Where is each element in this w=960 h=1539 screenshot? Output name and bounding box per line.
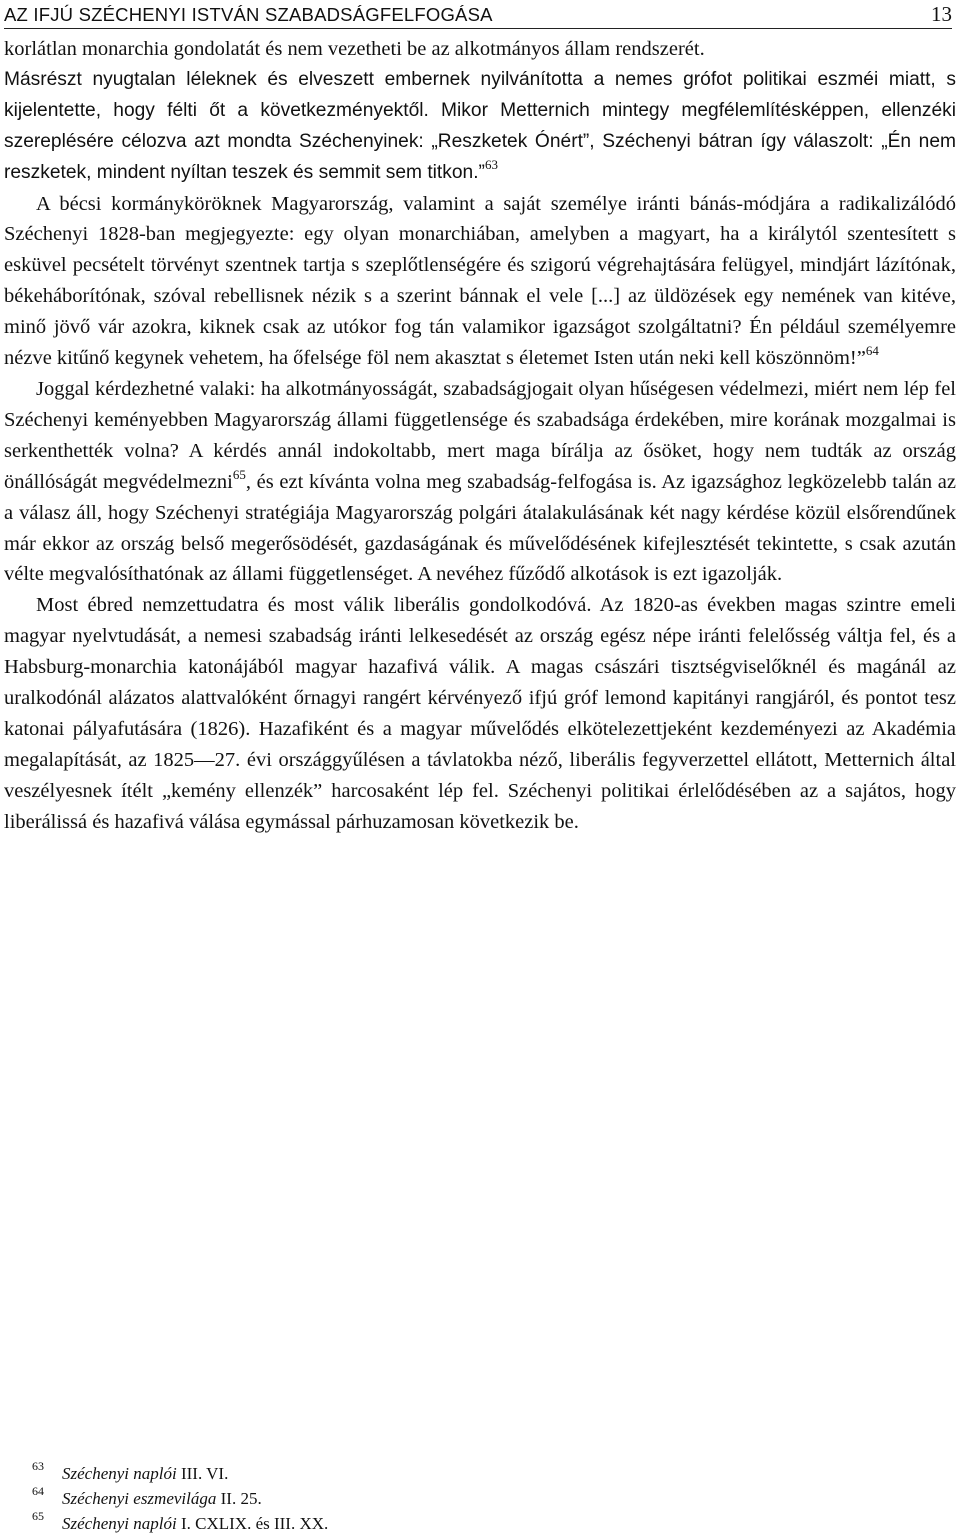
paragraph-3-text-b: , és ezt kívánta volna meg szabadság-felfogása is. Az igazsághoz legközelebb talán az a válasz áll, hogy Széchenyi stratégiája Magyarország polgári átalakulásának két nagy kérdése közül elsőrendűnek már ekkor az ország belső megerősödését, gazdaságának és művelődésének kifejlesztését tekintette, s csak azután vélte megvalósíthatónak az állami függetlenséget. A nevéhez fűződő alkotások is ezt igazolják. — [4, 470, 956, 586]
footnotes — [32, 1459, 732, 1539]
footnote-source-title: Széchenyi eszmevilága — [62, 1489, 217, 1508]
footnote-ref-64: 64 — [865, 343, 879, 359]
body-text — [4, 34, 956, 838]
footnote-location: I. CXLIX. és III. XX. — [176, 1514, 329, 1533]
paragraph-3-text-a: Joggal kérdezhetné valaki: ha alkotmányosságát, szabadságjogait olyan hűségesen védelmezi, miért nem lép fel Széchenyi keményebben Magyarország állami függetlensége és szabadsága érdekében, mire korának mozgalmai is serkenthették volna? A kérdés annál indokoltabb, mert maga bírálja az ősöket, hogy nem tudták az ország önállóságát megvédelmezni — [4, 377, 956, 493]
paragraph-2-text: A bécsi kormányköröknek Magyarország, valamint a saját személye iránti bánás-módjára a radikalizálódó Széchenyi 1828-ban megjegyezte: egy olyan monarchiában, amelyben a magyart, ha a királytól szentesített s esküvel pecsételt törvényt szentnek tartja s szeplőtlenségére és szigorú végrehajtására felügyel, mindjárt lázítónak, békeháborítónak, szóval rebellisnek nézik s a szerint bánnak el vele [...] az üldözések egy nemének van kitéve, minő jövő vár azokra, kiknek csak az utókor fog tán valamikor igazságot szolgáltatni? Én például személyemre nézve kitűnő kegynek vehetem, ha őfelsége föl nem akasztat s életemet Isten után neki kell köszönnöm!” — [4, 192, 956, 370]
footnote — [32, 1509, 732, 1539]
footnote-number: 65 — [32, 1509, 44, 1523]
paragraph-3 — [4, 374, 956, 590]
footnote-ref-65: 65 — [232, 466, 246, 482]
paragraph-1-quote-text: Másrészt nyugtalan léleknek és elveszett embernek nyilvánította a nemes grófot politikai eszméi miatt, s kijelentette, hogy félti őt a következményektől. Mikor Metternich mintegy megfélemlítésképpen, ellenzéki szereplésére célozva azt mondta Széchenyinek: „Reszketek Ónért”, Széchenyi bátran így válaszolt: „Én nem reszketek, mindent nyíltan teszek és semmit sem titkon.” — [4, 68, 956, 183]
paragraph-1-quote — [4, 65, 956, 189]
footnote-text — [62, 1489, 262, 1509]
footnote-text — [62, 1464, 228, 1484]
footnote-text — [62, 1514, 328, 1534]
paragraph-2 — [4, 189, 956, 374]
footnote — [32, 1484, 732, 1514]
footnote-location: II. 25. — [216, 1489, 262, 1508]
page-number: 13 — [931, 2, 952, 26]
footnote-number: 63 — [32, 1459, 44, 1473]
running-title: AZ IFJÚ SZÉCHENYI ISTVÁN SZABADSÁGFELFOGÁSA — [4, 4, 493, 25]
footnote-source-title: Széchenyi naplói — [62, 1464, 177, 1483]
footnote-source-title: Széchenyi naplói — [62, 1514, 177, 1533]
running-header — [4, 2, 952, 29]
footnote-number: 64 — [32, 1484, 44, 1498]
footnote-ref-63: 63 — [484, 156, 498, 172]
footnote-location: III. VI. — [176, 1464, 229, 1483]
footnote — [32, 1459, 732, 1489]
paragraph-4: Most ébred nemzettudatra és most válik liberális gondolkodóvá. Az 1820-as években magas szintre emeli magyar nyelvtudását, a nemesi szabadság iránti lelkesedését az ország egész népe iránti felelősség váltja fel, és a Habsburg-monarchia katonájából magyar hazafivá válik. A magas császári tisztségviselőknél és magánál az uralkodónál alázatos alattvalóként őrnagyi rangért kérvényező ifjú gróf lemond kapitányi rangjáról, és pontot tesz katonai pályafutására (1826). Hazafiként és a magyar művelődés elkötelezettjeként kezdeményezi az Akadémia megalapítását, az 1825—27. évi országgyűlésen a távlatokba néző, liberális fegyverzettel ellátott, Metternich által veszélyesnek ítélt „kemény ellenzék” harcosaként lép fel. Széchenyi politikai érlelődésében az a sajátos, hogy liberálissá és hazafivá válása egymással párhuzamosan következik be. — [4, 594, 956, 833]
paragraph-1-line-1: korlátlan monarchia gondolatát és nem vezetheti be az alkotmányos állam rendszerét. — [4, 38, 705, 60]
